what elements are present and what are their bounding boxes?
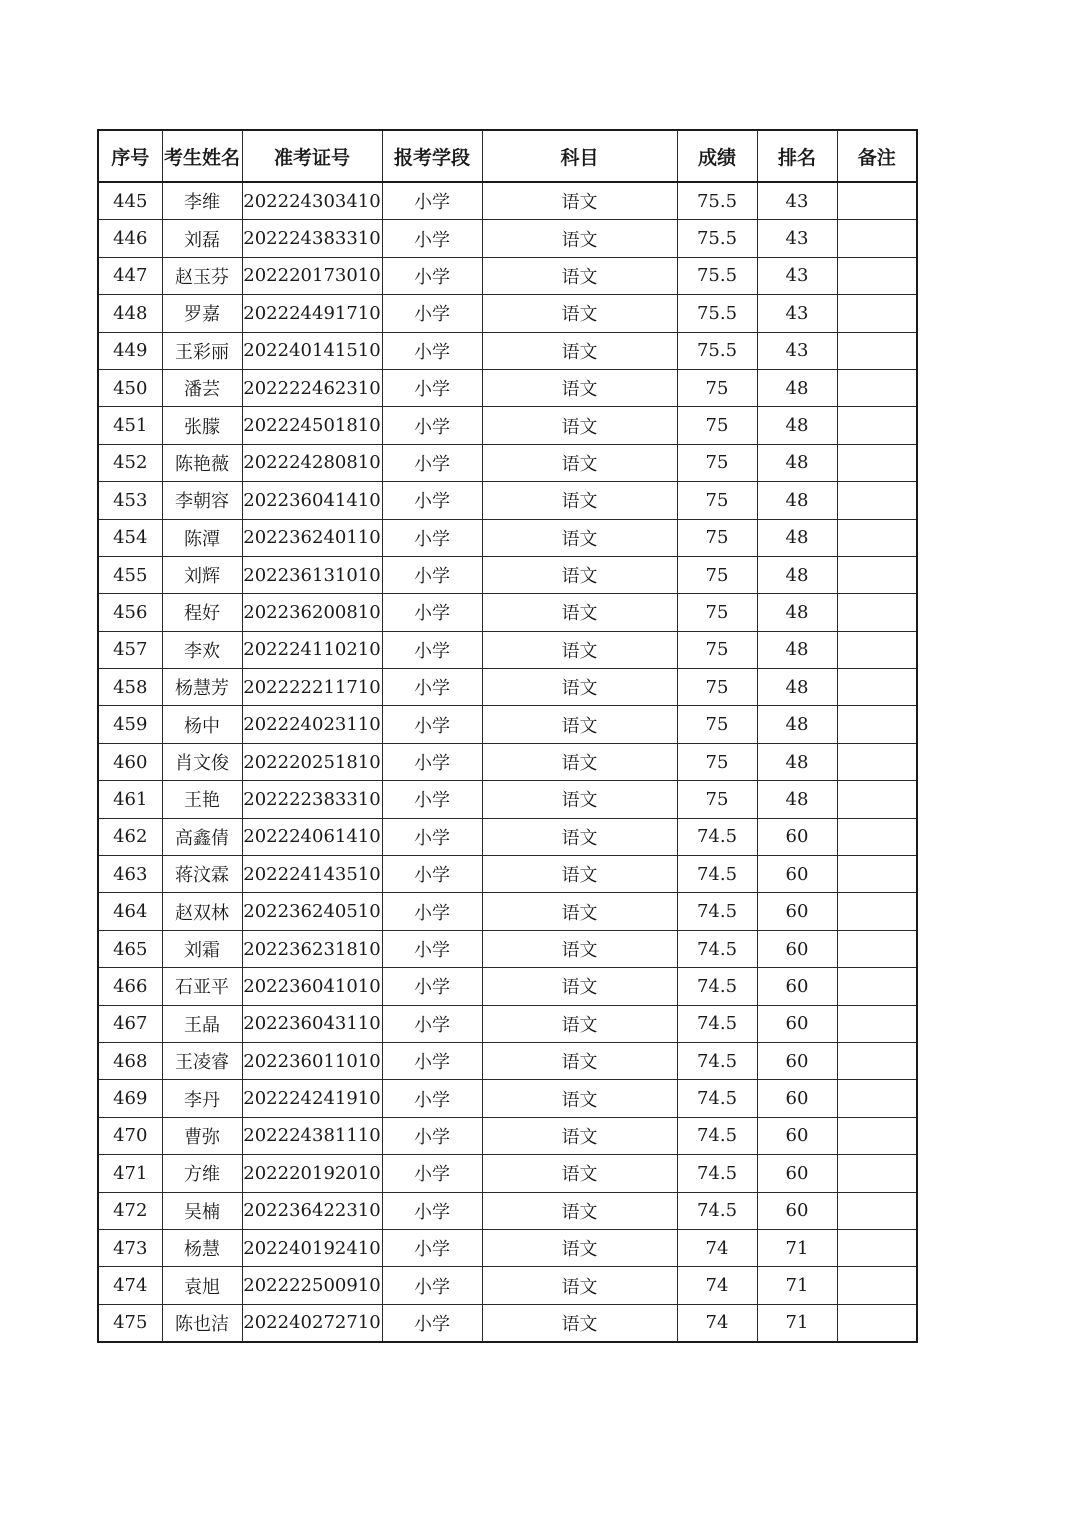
cell-score: 75 [677, 444, 757, 481]
cell-exam-id: 202236240510 [242, 893, 382, 930]
cell-exam-id: 202236422310 [242, 1192, 382, 1229]
cell-exam-id: 202236231810 [242, 930, 382, 967]
cell-name: 杨中 [162, 706, 242, 743]
cell-level: 小学 [382, 856, 482, 893]
table-row [98, 1304, 917, 1342]
cell-exam-id: 202224023110 [242, 706, 382, 743]
cell-name: 王艳 [162, 781, 242, 818]
cell-level: 小学 [382, 182, 482, 220]
cell-level: 小学 [382, 332, 482, 369]
cell-level: 小学 [382, 1080, 482, 1117]
cell-exam-id: 202224241910 [242, 1080, 382, 1117]
cell-score: 75 [677, 482, 757, 519]
cell-subject: 语文 [482, 220, 677, 257]
cell-score: 74.5 [677, 1005, 757, 1042]
cell-level: 小学 [382, 818, 482, 855]
table-row [98, 444, 917, 481]
cell-score: 74.5 [677, 856, 757, 893]
cell-remark [837, 482, 917, 519]
cell-rank: 60 [757, 818, 837, 855]
cell-seq: 453 [98, 482, 162, 519]
cell-remark [837, 631, 917, 668]
table-row [98, 257, 917, 294]
cell-remark [837, 1117, 917, 1154]
table-row [98, 1080, 917, 1117]
cell-rank: 43 [757, 220, 837, 257]
cell-exam-id: 202222383310 [242, 781, 382, 818]
cell-level: 小学 [382, 781, 482, 818]
cell-rank: 60 [757, 1005, 837, 1042]
cell-remark [837, 669, 917, 706]
cell-seq: 457 [98, 631, 162, 668]
cell-name: 刘辉 [162, 556, 242, 593]
cell-seq: 455 [98, 556, 162, 593]
cell-seq: 466 [98, 968, 162, 1005]
cell-subject: 语文 [482, 669, 677, 706]
table-row [98, 182, 917, 220]
cell-seq: 456 [98, 594, 162, 631]
cell-level: 小学 [382, 369, 482, 406]
cell-remark [837, 295, 917, 332]
cell-subject: 语文 [482, 1005, 677, 1042]
cell-exam-id: 202222462310 [242, 369, 382, 406]
cell-seq: 448 [98, 295, 162, 332]
table-row [98, 781, 917, 818]
cell-subject: 语文 [482, 1080, 677, 1117]
cell-level: 小学 [382, 930, 482, 967]
cell-name: 李维 [162, 182, 242, 220]
cell-remark [837, 968, 917, 1005]
cell-remark [837, 706, 917, 743]
cell-score: 74.5 [677, 1117, 757, 1154]
cell-remark [837, 930, 917, 967]
table-body [98, 182, 917, 1342]
cell-remark [837, 332, 917, 369]
cell-rank: 48 [757, 519, 837, 556]
cell-score: 74.5 [677, 968, 757, 1005]
cell-score: 75.5 [677, 332, 757, 369]
cell-rank: 60 [757, 1192, 837, 1229]
cell-subject: 语文 [482, 482, 677, 519]
cell-subject: 语文 [482, 182, 677, 220]
cell-rank: 48 [757, 631, 837, 668]
cell-exam-id: 202236041010 [242, 968, 382, 1005]
cell-rank: 48 [757, 781, 837, 818]
cell-score: 75 [677, 706, 757, 743]
cell-rank: 60 [757, 1155, 837, 1192]
cell-seq: 446 [98, 220, 162, 257]
table-row [98, 743, 917, 780]
cell-score: 75 [677, 369, 757, 406]
header-level: 报考学段 [382, 130, 482, 182]
cell-score: 75.5 [677, 220, 757, 257]
cell-score: 74.5 [677, 893, 757, 930]
cell-exam-id: 202224491710 [242, 295, 382, 332]
cell-remark [837, 1005, 917, 1042]
table-row [98, 1042, 917, 1079]
cell-name: 杨慧 [162, 1229, 242, 1266]
table-row [98, 556, 917, 593]
cell-subject: 语文 [482, 1267, 677, 1304]
cell-rank: 48 [757, 706, 837, 743]
cell-name: 刘磊 [162, 220, 242, 257]
cell-name: 李丹 [162, 1080, 242, 1117]
cell-remark [837, 519, 917, 556]
cell-subject: 语文 [482, 407, 677, 444]
cell-name: 方维 [162, 1155, 242, 1192]
cell-subject: 语文 [482, 369, 677, 406]
cell-subject: 语文 [482, 1229, 677, 1266]
cell-seq: 475 [98, 1304, 162, 1342]
cell-exam-id: 202236041410 [242, 482, 382, 519]
cell-level: 小学 [382, 1117, 482, 1154]
cell-seq: 470 [98, 1117, 162, 1154]
cell-remark [837, 1267, 917, 1304]
table-row [98, 631, 917, 668]
cell-name: 曹弥 [162, 1117, 242, 1154]
cell-exam-id: 202240141510 [242, 332, 382, 369]
table-row [98, 818, 917, 855]
cell-score: 75 [677, 743, 757, 780]
cell-subject: 语文 [482, 818, 677, 855]
cell-subject: 语文 [482, 930, 677, 967]
cell-name: 肖文俊 [162, 743, 242, 780]
cell-seq: 460 [98, 743, 162, 780]
cell-name: 陈也洁 [162, 1304, 242, 1342]
cell-subject: 语文 [482, 594, 677, 631]
cell-exam-id: 202224110210 [242, 631, 382, 668]
cell-subject: 语文 [482, 1117, 677, 1154]
cell-seq: 454 [98, 519, 162, 556]
cell-score: 75 [677, 519, 757, 556]
cell-subject: 语文 [482, 556, 677, 593]
cell-remark [837, 1304, 917, 1342]
cell-subject: 语文 [482, 781, 677, 818]
cell-rank: 60 [757, 968, 837, 1005]
table-row [98, 1192, 917, 1229]
cell-score: 74.5 [677, 818, 757, 855]
cell-remark [837, 1229, 917, 1266]
cell-name: 李欢 [162, 631, 242, 668]
cell-rank: 60 [757, 893, 837, 930]
cell-level: 小学 [382, 519, 482, 556]
cell-rank: 71 [757, 1304, 837, 1342]
cell-name: 刘霜 [162, 930, 242, 967]
table-row [98, 1005, 917, 1042]
cell-rank: 48 [757, 669, 837, 706]
cell-seq: 445 [98, 182, 162, 220]
cell-exam-id: 202236011010 [242, 1042, 382, 1079]
cell-level: 小学 [382, 1304, 482, 1342]
cell-subject: 语文 [482, 295, 677, 332]
cell-rank: 60 [757, 1042, 837, 1079]
cell-exam-id: 202224383310 [242, 220, 382, 257]
cell-remark [837, 818, 917, 855]
cell-score: 74.5 [677, 1155, 757, 1192]
cell-subject: 语文 [482, 706, 677, 743]
cell-remark [837, 220, 917, 257]
cell-level: 小学 [382, 706, 482, 743]
cell-subject: 语文 [482, 444, 677, 481]
cell-name: 张朦 [162, 407, 242, 444]
header-seq: 序号 [98, 130, 162, 182]
cell-remark [837, 856, 917, 893]
table-row [98, 220, 917, 257]
cell-seq: 473 [98, 1229, 162, 1266]
cell-score: 74.5 [677, 1192, 757, 1229]
cell-remark [837, 257, 917, 294]
cell-exam-id: 202220251810 [242, 743, 382, 780]
cell-score: 75.5 [677, 295, 757, 332]
cell-rank: 48 [757, 556, 837, 593]
table-row [98, 295, 917, 332]
cell-subject: 语文 [482, 1042, 677, 1079]
table-row [98, 594, 917, 631]
cell-score: 74 [677, 1267, 757, 1304]
cell-remark [837, 407, 917, 444]
cell-exam-id: 202236200810 [242, 594, 382, 631]
cell-score: 75 [677, 781, 757, 818]
table-row [98, 930, 917, 967]
cell-score: 74.5 [677, 1042, 757, 1079]
cell-rank: 48 [757, 743, 837, 780]
cell-level: 小学 [382, 257, 482, 294]
cell-remark [837, 594, 917, 631]
cell-score: 75 [677, 669, 757, 706]
cell-seq: 452 [98, 444, 162, 481]
cell-name: 李朝容 [162, 482, 242, 519]
table-row [98, 407, 917, 444]
cell-seq: 459 [98, 706, 162, 743]
cell-score: 75 [677, 407, 757, 444]
cell-seq: 462 [98, 818, 162, 855]
cell-score: 74.5 [677, 930, 757, 967]
header-rank: 排名 [757, 130, 837, 182]
cell-rank: 60 [757, 1080, 837, 1117]
table-row [98, 1117, 917, 1154]
table-row [98, 332, 917, 369]
cell-remark [837, 182, 917, 220]
cell-rank: 43 [757, 332, 837, 369]
score-table [97, 129, 918, 1343]
cell-rank: 71 [757, 1267, 837, 1304]
cell-score: 75.5 [677, 182, 757, 220]
cell-level: 小学 [382, 893, 482, 930]
cell-seq: 468 [98, 1042, 162, 1079]
cell-level: 小学 [382, 1229, 482, 1266]
table-row [98, 706, 917, 743]
cell-subject: 语文 [482, 519, 677, 556]
cell-remark [837, 369, 917, 406]
table-row [98, 1229, 917, 1266]
cell-seq: 465 [98, 930, 162, 967]
cell-seq: 447 [98, 257, 162, 294]
header-score: 成绩 [677, 130, 757, 182]
cell-seq: 471 [98, 1155, 162, 1192]
cell-exam-id: 202220192010 [242, 1155, 382, 1192]
header-name: 考生姓名 [162, 130, 242, 182]
table-row [98, 968, 917, 1005]
table-row [98, 893, 917, 930]
cell-exam-id: 202224061410 [242, 818, 382, 855]
header-subject: 科目 [482, 130, 677, 182]
cell-rank: 43 [757, 257, 837, 294]
cell-score: 74 [677, 1229, 757, 1266]
cell-remark [837, 893, 917, 930]
cell-name: 蒋汶霖 [162, 856, 242, 893]
cell-score: 74.5 [677, 1080, 757, 1117]
cell-exam-id: 202236131010 [242, 556, 382, 593]
cell-seq: 469 [98, 1080, 162, 1117]
cell-exam-id: 202240272710 [242, 1304, 382, 1342]
cell-rank: 48 [757, 594, 837, 631]
cell-name: 吴楠 [162, 1192, 242, 1229]
cell-rank: 71 [757, 1229, 837, 1266]
cell-exam-id: 202224501810 [242, 407, 382, 444]
cell-remark [837, 444, 917, 481]
cell-remark [837, 1155, 917, 1192]
header-remark: 备注 [837, 130, 917, 182]
cell-exam-id: 202224143510 [242, 856, 382, 893]
cell-name: 程好 [162, 594, 242, 631]
cell-remark [837, 1042, 917, 1079]
header-exam-id: 准考证号 [242, 130, 382, 182]
cell-name: 陈潭 [162, 519, 242, 556]
cell-exam-id: 202236240110 [242, 519, 382, 556]
table-row [98, 482, 917, 519]
cell-name: 王彩丽 [162, 332, 242, 369]
cell-remark [837, 556, 917, 593]
cell-level: 小学 [382, 407, 482, 444]
cell-subject: 语文 [482, 332, 677, 369]
cell-subject: 语文 [482, 743, 677, 780]
cell-seq: 451 [98, 407, 162, 444]
cell-level: 小学 [382, 295, 482, 332]
cell-seq: 474 [98, 1267, 162, 1304]
cell-name: 罗嘉 [162, 295, 242, 332]
cell-rank: 48 [757, 407, 837, 444]
cell-level: 小学 [382, 220, 482, 257]
cell-name: 王晶 [162, 1005, 242, 1042]
cell-rank: 48 [757, 444, 837, 481]
cell-exam-id: 202240192410 [242, 1229, 382, 1266]
cell-remark [837, 1080, 917, 1117]
cell-exam-id: 202224381110 [242, 1117, 382, 1154]
header-row [98, 130, 917, 182]
cell-seq: 458 [98, 669, 162, 706]
cell-level: 小学 [382, 482, 482, 519]
cell-subject: 语文 [482, 631, 677, 668]
table-row [98, 369, 917, 406]
cell-name: 杨慧芳 [162, 669, 242, 706]
cell-subject: 语文 [482, 856, 677, 893]
cell-level: 小学 [382, 669, 482, 706]
cell-seq: 472 [98, 1192, 162, 1229]
cell-level: 小学 [382, 1155, 482, 1192]
cell-seq: 463 [98, 856, 162, 893]
table-row [98, 1155, 917, 1192]
cell-seq: 461 [98, 781, 162, 818]
table-row [98, 519, 917, 556]
cell-name: 赵玉芬 [162, 257, 242, 294]
table-row [98, 1267, 917, 1304]
cell-subject: 语文 [482, 893, 677, 930]
cell-score: 75 [677, 594, 757, 631]
cell-remark [837, 781, 917, 818]
cell-rank: 43 [757, 295, 837, 332]
cell-name: 潘芸 [162, 369, 242, 406]
cell-seq: 467 [98, 1005, 162, 1042]
cell-subject: 语文 [482, 1304, 677, 1342]
cell-score: 75 [677, 631, 757, 668]
cell-exam-id: 202224280810 [242, 444, 382, 481]
cell-level: 小学 [382, 1267, 482, 1304]
cell-score: 75.5 [677, 257, 757, 294]
cell-level: 小学 [382, 631, 482, 668]
cell-subject: 语文 [482, 1155, 677, 1192]
cell-score: 74 [677, 1304, 757, 1342]
cell-rank: 60 [757, 1117, 837, 1154]
cell-exam-id: 202224303410 [242, 182, 382, 220]
cell-level: 小学 [382, 556, 482, 593]
cell-name: 袁旭 [162, 1267, 242, 1304]
cell-exam-id: 202236043110 [242, 1005, 382, 1042]
cell-rank: 43 [757, 182, 837, 220]
cell-level: 小学 [382, 968, 482, 1005]
cell-name: 王凌睿 [162, 1042, 242, 1079]
cell-remark [837, 743, 917, 780]
cell-level: 小学 [382, 444, 482, 481]
cell-exam-id: 202222500910 [242, 1267, 382, 1304]
cell-score: 75 [677, 556, 757, 593]
cell-name: 高鑫倩 [162, 818, 242, 855]
cell-subject: 语文 [482, 1192, 677, 1229]
cell-rank: 60 [757, 930, 837, 967]
cell-exam-id: 202220173010 [242, 257, 382, 294]
cell-name: 赵双林 [162, 893, 242, 930]
cell-level: 小学 [382, 1005, 482, 1042]
cell-remark [837, 1192, 917, 1229]
cell-rank: 48 [757, 369, 837, 406]
cell-level: 小学 [382, 1042, 482, 1079]
cell-level: 小学 [382, 1192, 482, 1229]
cell-level: 小学 [382, 594, 482, 631]
cell-exam-id: 202222211710 [242, 669, 382, 706]
cell-rank: 48 [757, 482, 837, 519]
cell-name: 石亚平 [162, 968, 242, 1005]
table-row [98, 669, 917, 706]
cell-rank: 60 [757, 856, 837, 893]
table-row [98, 856, 917, 893]
cell-seq: 450 [98, 369, 162, 406]
cell-subject: 语文 [482, 257, 677, 294]
cell-name: 陈艳薇 [162, 444, 242, 481]
cell-seq: 449 [98, 332, 162, 369]
cell-level: 小学 [382, 743, 482, 780]
cell-seq: 464 [98, 893, 162, 930]
cell-subject: 语文 [482, 968, 677, 1005]
